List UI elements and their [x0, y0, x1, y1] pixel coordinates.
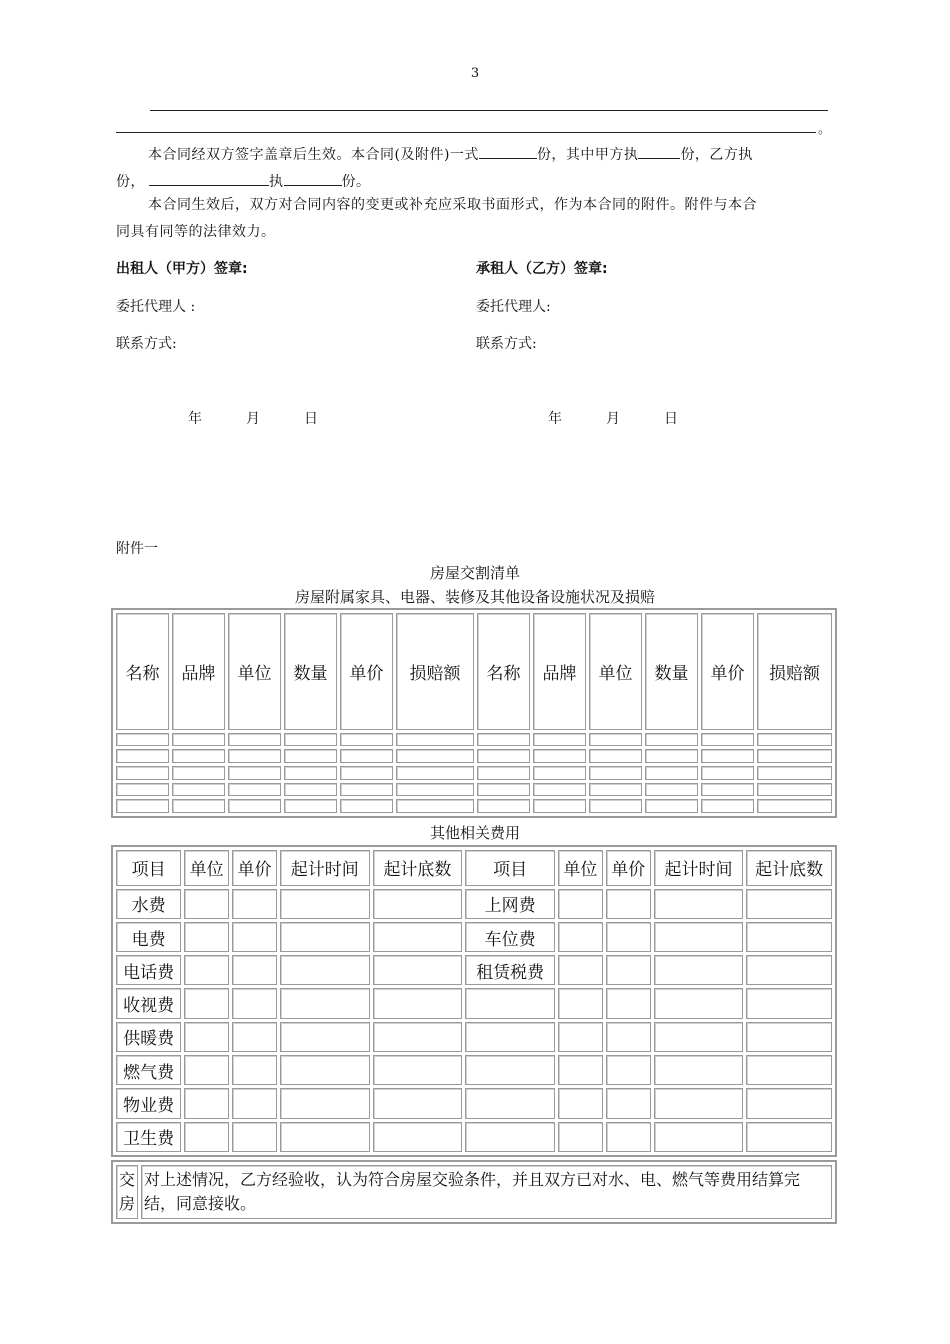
fees-header-7: 单价 [606, 850, 651, 886]
furniture-cell[interactable] [172, 783, 225, 797]
furniture-header-10: 单价 [701, 613, 754, 730]
copies-party-a-blank[interactable] [638, 143, 680, 159]
copies-total-blank[interactable] [479, 143, 537, 159]
fee-cell[interactable] [280, 1022, 370, 1052]
fee-cell[interactable] [558, 988, 603, 1018]
fee-cell[interactable] [184, 1122, 229, 1152]
furniture-cell[interactable] [533, 799, 586, 813]
furniture-cell[interactable] [477, 766, 530, 780]
fee-item-right [465, 988, 555, 1018]
party-b-month: 月 [606, 411, 620, 427]
table-row [116, 733, 832, 747]
fee-cell[interactable] [280, 1122, 370, 1152]
fee-cell[interactable] [558, 889, 603, 919]
fee-cell[interactable] [654, 889, 744, 919]
party-b-year: 年 [548, 411, 562, 427]
table-row [116, 988, 832, 1018]
furniture-cell[interactable] [228, 783, 281, 797]
table-row [116, 1055, 832, 1085]
furniture-header-1: 品牌 [172, 613, 225, 730]
table-row [116, 783, 832, 797]
fee-cell[interactable] [373, 889, 463, 919]
furniture-cell[interactable] [396, 749, 474, 763]
table-row [116, 955, 832, 985]
fee-cell[interactable] [746, 1088, 832, 1118]
furniture-cell[interactable] [284, 799, 337, 813]
furniture-cell[interactable] [228, 766, 281, 780]
handover-table [111, 1160, 837, 1224]
fee-cell[interactable] [558, 1022, 603, 1052]
handover-label: 交房 [116, 1165, 138, 1219]
furniture-cell[interactable] [172, 766, 225, 780]
fee-cell[interactable] [746, 1022, 832, 1052]
party-a-agent: 委托代理人 : [116, 299, 196, 315]
fees-header-9: 起计底数 [746, 850, 832, 886]
furniture-cell[interactable] [396, 799, 474, 813]
furniture-cell[interactable] [533, 733, 586, 747]
fee-cell[interactable] [232, 1088, 277, 1118]
party-b-day: 日 [664, 411, 678, 427]
fees-header-8: 起计时间 [654, 850, 744, 886]
furniture-cell[interactable] [228, 733, 281, 747]
furniture-cell[interactable] [284, 749, 337, 763]
furniture-cell[interactable] [589, 766, 642, 780]
furniture-header-4: 单价 [340, 613, 393, 730]
copies-holder-count-blank[interactable] [284, 170, 342, 186]
furniture-cell[interactable] [284, 733, 337, 747]
party-b-date [548, 408, 722, 428]
party-b-title: 承租人（乙方）签章: [476, 261, 608, 277]
furniture-cell[interactable] [757, 749, 832, 763]
table-row [116, 749, 832, 763]
fee-cell[interactable] [654, 922, 744, 952]
party-a-day: 日 [304, 411, 318, 427]
furniture-cell[interactable] [340, 766, 393, 780]
fee-cell[interactable] [232, 1122, 277, 1152]
furniture-cell[interactable] [589, 749, 642, 763]
fee-item-right [465, 1022, 555, 1052]
party-a-contact: 联系方式: [116, 336, 177, 352]
copies-text-c: 份，乙方执 [680, 147, 753, 163]
furniture-cell[interactable] [757, 733, 832, 747]
table-row [116, 922, 832, 952]
fee-cell[interactable] [746, 1055, 832, 1085]
furniture-header-0: 名称 [116, 613, 169, 730]
fee-cell[interactable] [373, 955, 463, 985]
fee-cell[interactable] [746, 955, 832, 985]
amendment-line-2: 同具有同等的法律效力。 [116, 224, 276, 240]
furniture-cell[interactable] [396, 766, 474, 780]
fee-cell[interactable] [184, 1022, 229, 1052]
blank-line-1 [150, 110, 828, 111]
fee-item-left: 水费 [116, 889, 181, 919]
furniture-cell[interactable] [172, 749, 225, 763]
party-b-contact: 联系方式: [476, 336, 537, 352]
fee-cell[interactable] [373, 1088, 463, 1118]
furniture-cell[interactable] [172, 733, 225, 747]
furniture-cell[interactable] [701, 799, 754, 813]
table-row [116, 889, 832, 919]
party-a-year: 年 [188, 411, 202, 427]
furniture-cell[interactable] [340, 783, 393, 797]
page-number: 3 [470, 66, 480, 81]
fees-table [111, 845, 837, 1157]
fee-cell[interactable] [373, 1122, 463, 1152]
fees-title: 其他相关费用 [429, 824, 520, 842]
blank-line-2 [116, 132, 816, 133]
furniture-cell[interactable] [645, 749, 698, 763]
furniture-header-3: 数量 [284, 613, 337, 730]
fee-cell[interactable] [184, 1055, 229, 1085]
fee-cell[interactable] [280, 889, 370, 919]
furniture-cell[interactable] [228, 799, 281, 813]
fee-item-right [465, 1055, 555, 1085]
fees-header-0: 项目 [116, 850, 181, 886]
fee-cell[interactable] [606, 988, 651, 1018]
fee-cell[interactable] [184, 922, 229, 952]
furniture-cell[interactable] [116, 799, 169, 813]
fee-cell[interactable] [232, 1022, 277, 1052]
furniture-cell[interactable] [116, 733, 169, 747]
fee-cell[interactable] [280, 922, 370, 952]
fee-cell[interactable] [558, 1122, 603, 1152]
copies-text-d: 份， [116, 174, 145, 190]
party-a-title: 出租人（甲方）签章: [116, 261, 248, 277]
fee-cell[interactable] [373, 922, 463, 952]
fee-cell[interactable] [373, 1022, 463, 1052]
fee-cell[interactable] [232, 889, 277, 919]
fee-cell[interactable] [280, 955, 370, 985]
party-a-date [188, 408, 362, 428]
fee-item-right: 上网费 [465, 889, 555, 919]
furniture-cell[interactable] [589, 733, 642, 747]
fee-cell[interactable] [654, 1055, 744, 1085]
fee-cell[interactable] [373, 988, 463, 1018]
fee-item-left: 燃气费 [116, 1055, 181, 1085]
fee-cell[interactable] [373, 1055, 463, 1085]
table-row [116, 1122, 832, 1152]
fee-item-right [465, 1122, 555, 1152]
fee-cell[interactable] [184, 1088, 229, 1118]
amendment-paragraph [116, 192, 834, 246]
furniture-cell[interactable] [116, 783, 169, 797]
furniture-cell[interactable] [477, 733, 530, 747]
furniture-cell[interactable] [340, 733, 393, 747]
fee-item-left: 卫生费 [116, 1122, 181, 1152]
furniture-header-2: 单位 [228, 613, 281, 730]
furniture-cell[interactable] [172, 799, 225, 813]
fee-cell[interactable] [558, 1088, 603, 1118]
list-subtitle: 房屋附属家具、电器、装修及其他设备设施状况及损赔 [294, 588, 655, 606]
furniture-cell[interactable] [533, 766, 586, 780]
furniture-cell[interactable] [645, 766, 698, 780]
fee-cell[interactable] [654, 1088, 744, 1118]
copies-text-e: 执 [269, 174, 284, 190]
fee-cell[interactable] [606, 1022, 651, 1052]
furniture-table [111, 608, 837, 818]
attachment-label: 附件一 [116, 541, 158, 557]
furniture-header-11: 损赔额 [757, 613, 832, 730]
fee-item-left: 供暖费 [116, 1022, 181, 1052]
fee-cell[interactable] [654, 1122, 744, 1152]
furniture-cell[interactable] [533, 783, 586, 797]
copies-holder-blank[interactable] [149, 170, 269, 186]
fees-header-3: 起计时间 [280, 850, 370, 886]
list-title: 房屋交割清单 [429, 564, 520, 582]
furniture-cell[interactable] [340, 749, 393, 763]
fee-cell[interactable] [280, 988, 370, 1018]
fee-cell[interactable] [558, 1055, 603, 1085]
furniture-header-7: 品牌 [533, 613, 586, 730]
furniture-cell[interactable] [340, 799, 393, 813]
copies-text-f: 份。 [341, 174, 371, 190]
furniture-cell[interactable] [757, 799, 832, 813]
copies-paragraph [116, 142, 834, 196]
furniture-cell[interactable] [477, 749, 530, 763]
fee-cell[interactable] [606, 889, 651, 919]
fee-cell[interactable] [606, 955, 651, 985]
fee-item-left: 电话费 [116, 955, 181, 985]
fee-cell[interactable] [232, 922, 277, 952]
furniture-cell[interactable] [589, 799, 642, 813]
fee-item-right: 车位费 [465, 922, 555, 952]
furniture-cell[interactable] [701, 766, 754, 780]
table-row [116, 1088, 832, 1118]
fee-cell[interactable] [606, 1055, 651, 1085]
furniture-cell[interactable] [116, 766, 169, 780]
fee-cell[interactable] [746, 1122, 832, 1152]
fees-header-4: 起计底数 [373, 850, 463, 886]
fee-cell[interactable] [654, 988, 744, 1018]
fee-cell[interactable] [654, 1022, 744, 1052]
furniture-cell[interactable] [757, 766, 832, 780]
fee-cell[interactable] [746, 889, 832, 919]
fee-cell[interactable] [232, 1055, 277, 1085]
fee-cell[interactable] [746, 922, 832, 952]
fee-cell[interactable] [184, 988, 229, 1018]
copies-text-b: 份，其中甲方执 [536, 147, 639, 163]
furniture-cell[interactable] [477, 783, 530, 797]
furniture-header-6: 名称 [477, 613, 530, 730]
party-a-month: 月 [246, 411, 260, 427]
furniture-cell[interactable] [533, 749, 586, 763]
furniture-header-8: 单位 [589, 613, 642, 730]
fee-cell[interactable] [746, 988, 832, 1018]
fee-item-right [465, 1088, 555, 1118]
fee-cell[interactable] [184, 955, 229, 985]
furniture-header-5: 损赔额 [396, 613, 474, 730]
copies-text-a: 本合同经双方签字盖章后生效。本合同(及附件)一式 [148, 147, 479, 163]
furniture-cell[interactable] [701, 749, 754, 763]
fee-cell[interactable] [232, 955, 277, 985]
fee-cell[interactable] [654, 955, 744, 985]
fees-header-6: 单位 [558, 850, 603, 886]
furniture-cell[interactable] [284, 766, 337, 780]
amendment-line-1: 本合同生效后，双方对合同内容的变更或补充应采取书面形式，作为本合同的附件。附件与本合 [148, 197, 757, 213]
handover-text: 对上述情况，乙方经验收，认为符合房屋交验条件，并且双方已对水、电、燃气等费用结算完结，同意接收。 [141, 1165, 832, 1219]
party-b-agent: 委托代理人: [476, 299, 551, 315]
furniture-cell[interactable] [396, 783, 474, 797]
line-end-mark: 。 [818, 122, 832, 137]
furniture-cell[interactable] [757, 783, 832, 797]
fee-item-right: 租赁税费 [465, 955, 555, 985]
furniture-cell[interactable] [116, 749, 169, 763]
fee-cell[interactable] [558, 922, 603, 952]
fees-header-5: 项目 [465, 850, 555, 886]
fee-cell[interactable] [280, 1055, 370, 1085]
fee-cell[interactable] [184, 889, 229, 919]
fee-item-left: 电费 [116, 922, 181, 952]
furniture-cell[interactable] [645, 799, 698, 813]
furniture-cell[interactable] [228, 749, 281, 763]
furniture-cell[interactable] [701, 783, 754, 797]
furniture-header-9: 数量 [645, 613, 698, 730]
furniture-cell[interactable] [477, 799, 530, 813]
fees-header-2: 单价 [232, 850, 277, 886]
table-row [116, 1022, 832, 1052]
furniture-cell[interactable] [701, 733, 754, 747]
furniture-cell[interactable] [396, 733, 474, 747]
table-row [116, 766, 832, 780]
fee-cell[interactable] [606, 1088, 651, 1118]
furniture-cell[interactable] [589, 783, 642, 797]
table-row [116, 799, 832, 813]
fee-cell[interactable] [606, 1122, 651, 1152]
fee-cell[interactable] [558, 955, 603, 985]
furniture-cell[interactable] [645, 783, 698, 797]
furniture-cell[interactable] [645, 733, 698, 747]
fee-cell[interactable] [606, 922, 651, 952]
fee-item-left: 物业费 [116, 1088, 181, 1118]
fees-header-1: 单位 [184, 850, 229, 886]
fee-cell[interactable] [280, 1088, 370, 1118]
furniture-cell[interactable] [284, 783, 337, 797]
fee-item-left: 收视费 [116, 988, 181, 1018]
fee-cell[interactable] [232, 988, 277, 1018]
